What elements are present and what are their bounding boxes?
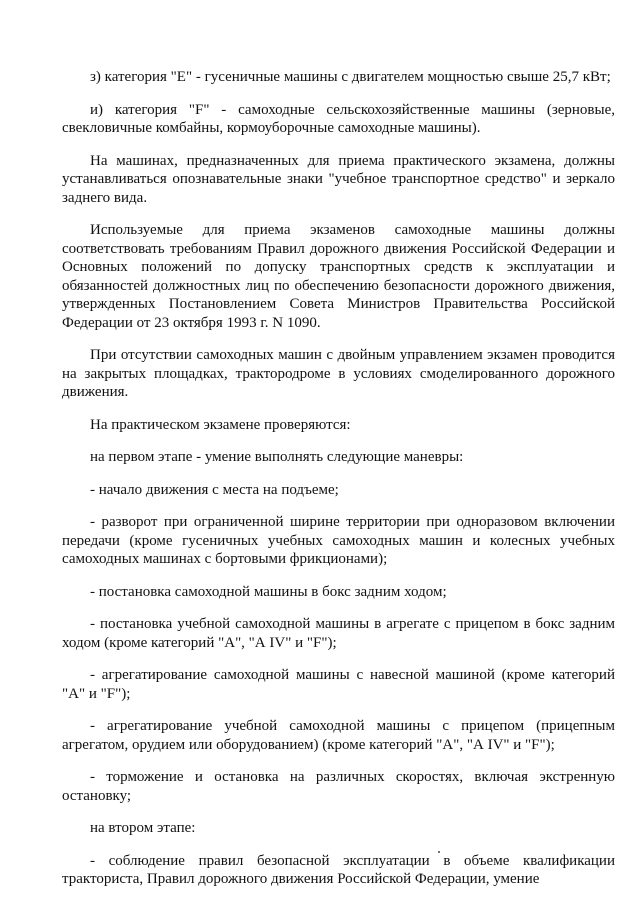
paragraph-closed-areas: При отсутствии самоходных машин с двойным управлением экзамен проводится на закрытых площадках, трактородроме в условиях смоделированного дорожного движения. xyxy=(62,347,615,400)
scan-speck xyxy=(438,851,440,853)
list-item-braking: - торможение и остановка на различных скоростях, включая экстренную остановку; xyxy=(62,769,615,804)
document-body xyxy=(62,68,615,903)
list-item-trailer-parking: - постановка учебной самоходной машины в агрегате с прицепом в бокс задним ходом (кроме категорий "А", "А IV" и "F"); xyxy=(62,616,615,651)
paragraph-category-e: з) категория "E" - гусеничные машины с двигателем мощностью свыше 25,7 кВт; xyxy=(90,69,611,85)
paragraph-category-f: и) категория "F" - самоходные сельскохозяйственные машины (зерновые, свекловичные комбайны, кормоуборочные самоходные машины). xyxy=(62,101,615,136)
paragraph-first-stage: на первом этапе - умение выполнять следующие маневры: xyxy=(90,449,464,465)
list-item-safety-rules: - соблюдение правил безопасной эксплуатации в объеме квалификации тракториста, Правил дорожного движения Российской Федерации, умение xyxy=(62,852,615,887)
paragraph-identification-signs: На машинах, предназначенных для приема практического экзамена, должны устанавливаться опознавательные знаки "учебное транспортное средство" и зеркало заднего вида. xyxy=(62,152,615,206)
paragraph-second-stage: на втором этапе: xyxy=(90,820,196,836)
list-item-hill-start: - начало движения с места на подъеме; xyxy=(90,481,339,498)
list-item-u-turn: - разворот при ограниченной ширине территории при одноразовом включении передачи (кроме гусеничных учебных самоходных машин и колесных учебных самоходных машинах с бортовыми фрикционами); xyxy=(62,514,615,567)
list-item-mounted-coupling: - агрегатирование самоходной машины с навесной машиной (кроме категорий "А" и "F"); xyxy=(62,667,615,702)
paragraph-machine-requirements: Используемые для приема экзаменов самоходные машины должны соответствовать требованиям Правил дорожного движения Российской Федерации и Основных положений по допуску транспортных средств к эксплуатации и обязанностей должностных лиц по обеспечению безопасности дорожного движения, утвержденных Постановлением Совета Министров Правительства Российской Федерации от 23 октября 1993 г. N 1090. xyxy=(62,222,615,331)
list-item-trailer-coupling: - агрегатирование учебной самоходной машины с прицепом (прицепным агрегатом, орудием или оборудованием) (кроме категорий "А", "А IV" и "F"); xyxy=(62,718,615,753)
paragraph-practical-exam-intro: На практическом экзамене проверяются: xyxy=(90,416,351,433)
list-item-reverse-parking: - постановка самоходной машины в бокс задним ходом; xyxy=(90,583,447,600)
